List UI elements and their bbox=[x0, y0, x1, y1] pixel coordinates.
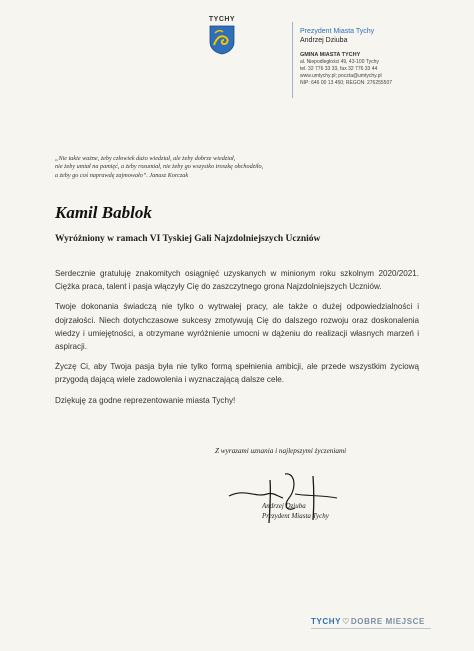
letter-body bbox=[55, 267, 419, 414]
award-subtitle: Wyróżniony w ramach VI Tyskiej Gali Najzdolniejszych Uczniów bbox=[55, 234, 321, 244]
signer-title: Prezydent Miasta Tychy bbox=[262, 512, 329, 520]
city-crest bbox=[202, 16, 242, 60]
body-paragraph: Serdecznie gratuluję znakomitych osiągnięć uzyskanych w minionym roku szkolnym 2020/2021. Ciężka praca, talent i pasja włączyły Cię do zaszczytnego grona Najzdolniejszych Uczniów. bbox=[55, 269, 419, 292]
quote-line: nie żeby umiał na pamięć, a żeby rozumiał, nie żeby go wszystko troszkę obchodziło, bbox=[55, 163, 264, 171]
footer-right: DOBRE MIEJSCE bbox=[350, 617, 425, 626]
office-address: al. Niepodległości 49, 43-100 Tychy bbox=[300, 59, 379, 65]
footer-line bbox=[311, 628, 431, 629]
office-web: www.umtychy.pl; poczta@umtychy.pl bbox=[300, 73, 382, 79]
city-label: TYCHY bbox=[208, 16, 236, 23]
city-coat-of-arms-icon bbox=[209, 25, 235, 55]
municipality-name: GMINA MIASTA TYCHY bbox=[300, 52, 361, 58]
office-person: Andrzej Dziuba bbox=[300, 37, 348, 44]
body-paragraph: Życzę Ci, aby Twoja pasja była nie tylko formą spełnienia ambicji, ale przede wszystkim życiową przygodą dającą wiele zadowolenia i wyznaczającą dalsze cele. bbox=[55, 362, 419, 385]
recipient-name: Kamil Bablok bbox=[55, 203, 152, 222]
heart-icon: ♡ bbox=[342, 617, 350, 626]
korczak-quote bbox=[55, 155, 355, 180]
body-paragraph: Twoje dokonania świadczą nie tylko o wytrwałej pracy, ale także o dużej odpowiedzialności i dojrzałości. Niech dotychczasowe sukcesy zmotywują Cię do dalszego rozwoju oraz doskonalenia wiedzy i umiejętności, a otrzymane wyróżnienie umocni w dążeniu do realizacji własnych marzeń i aspiracji. bbox=[55, 302, 419, 352]
body-paragraph: Dziękuję za godne reprezentowanie miasta Tychy! bbox=[55, 395, 236, 405]
footer-brand bbox=[311, 617, 425, 626]
office-phone: tel. 32 776 33 33, fax 32 776 33 44 bbox=[300, 66, 378, 72]
office-title: Prezydent Miasta Tychy bbox=[300, 28, 375, 35]
quote-line: „Nie takie ważne, żeby człowiek dużo wiedział, ale żeby dobrze wiedział, bbox=[55, 155, 236, 162]
signer-block bbox=[262, 501, 329, 521]
signer-name: Andrzej Dziuba bbox=[262, 502, 306, 510]
closing-line: Z wyrazami uznania i najlepszymi życzeniami bbox=[215, 447, 347, 455]
office-ids: NIP: 646 00 13 450; REGON: 276255507 bbox=[300, 80, 393, 86]
header-divider bbox=[292, 22, 293, 98]
office-header bbox=[300, 27, 392, 87]
quote-line: a żeby go coś naprawdę zajmowało”. Janusz Korczak bbox=[55, 171, 189, 179]
footer-left: TYCHY bbox=[311, 617, 342, 626]
